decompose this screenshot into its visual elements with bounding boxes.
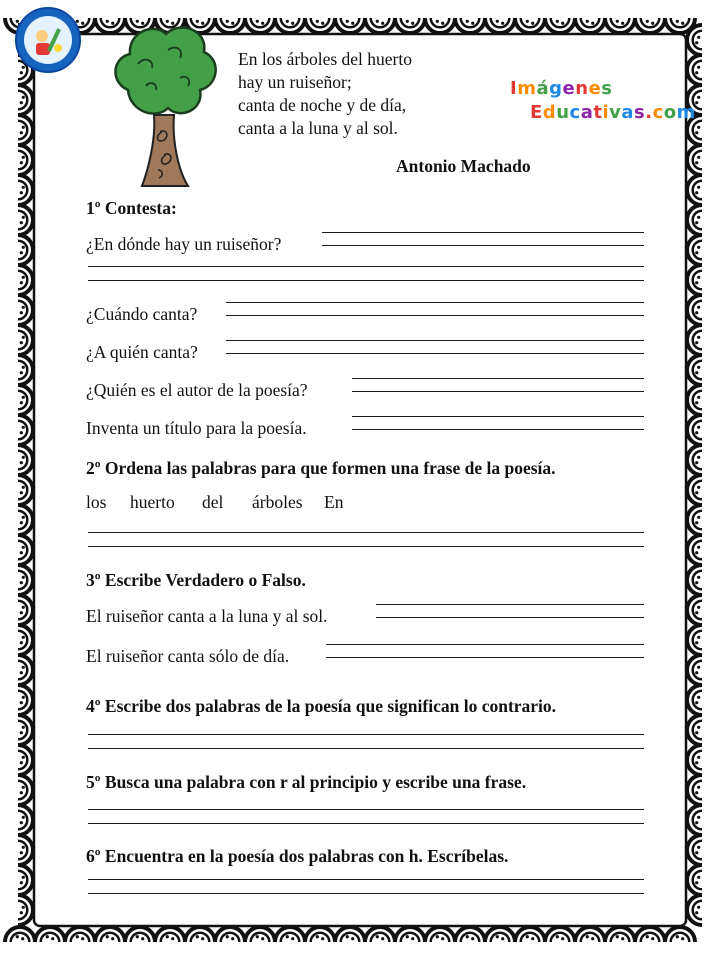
answer-line[interactable] [88,823,644,824]
section-2-title: 2º Ordena las palabras para que formen una frase de la poesía. [86,458,556,478]
statement-text: El ruiseñor canta a la luna y al sol. [86,606,328,626]
answer-line[interactable] [376,604,644,605]
answer-line[interactable] [88,532,644,533]
scrambled-word: los [86,492,107,512]
answer-line[interactable] [88,748,644,749]
answer-line[interactable] [352,378,644,379]
section-3-title: 3º Escribe Verdadero o Falso. [86,570,306,590]
question-text: ¿Quién es el autor de la poesía? [86,380,308,400]
poem-line: hay un ruiseñor; [238,72,352,92]
answer-line[interactable] [326,644,644,645]
site-logo-line2: Educativas.com [530,102,696,123]
poem-line: En los árboles del huerto [238,49,412,69]
answer-line[interactable] [352,429,644,430]
scrambled-word: árboles [252,492,303,512]
site-badge-icon [14,6,82,74]
section-6-title: 6º Encuentra en la poesía dos palabras con h. Escríbelas. [86,846,509,866]
scrambled-word: En [324,492,344,512]
answer-line[interactable] [226,353,644,354]
tree-icon [108,20,220,190]
answer-line[interactable] [322,245,644,246]
scrambled-word: huerto [130,492,175,512]
site-logo-line1: Imágenes [510,78,613,99]
answer-line[interactable] [88,280,644,281]
answer-line[interactable] [88,893,644,894]
answer-line[interactable] [352,416,644,417]
poem-author: Antonio Machado [396,156,531,176]
section-4-title: 4º Escribe dos palabras de la poesía que significan lo contrario. [86,696,557,716]
answer-line[interactable] [226,315,644,316]
question-text: ¿Cuándo canta? [86,304,198,324]
scrambled-words [86,492,343,513]
answer-line[interactable] [88,734,644,735]
scrambled-word: del [202,492,224,512]
section-5-title: 5º Busca una palabra con r al principio y escribe una frase. [86,772,527,792]
answer-line[interactable] [226,340,644,341]
question-text: ¿En dónde hay un ruiseñor? [86,234,282,254]
answer-line[interactable] [88,809,644,810]
statement-text: El ruiseñor canta sólo de día. [86,646,290,666]
section-1-title: 1º Contesta: [86,198,177,218]
answer-line[interactable] [226,302,644,303]
answer-line[interactable] [88,879,644,880]
answer-line[interactable] [352,391,644,392]
poem-line: canta de noche y de día, [238,95,407,115]
answer-line[interactable] [88,546,644,547]
poem-line: canta a la luna y al sol. [238,118,398,138]
question-text: ¿A quién canta? [86,342,198,362]
answer-line[interactable] [326,657,644,658]
question-text: Inventa un título para la poesía. [86,418,307,438]
answer-line[interactable] [88,266,644,267]
answer-line[interactable] [376,617,644,618]
poem [238,48,412,140]
answer-line[interactable] [322,232,644,233]
